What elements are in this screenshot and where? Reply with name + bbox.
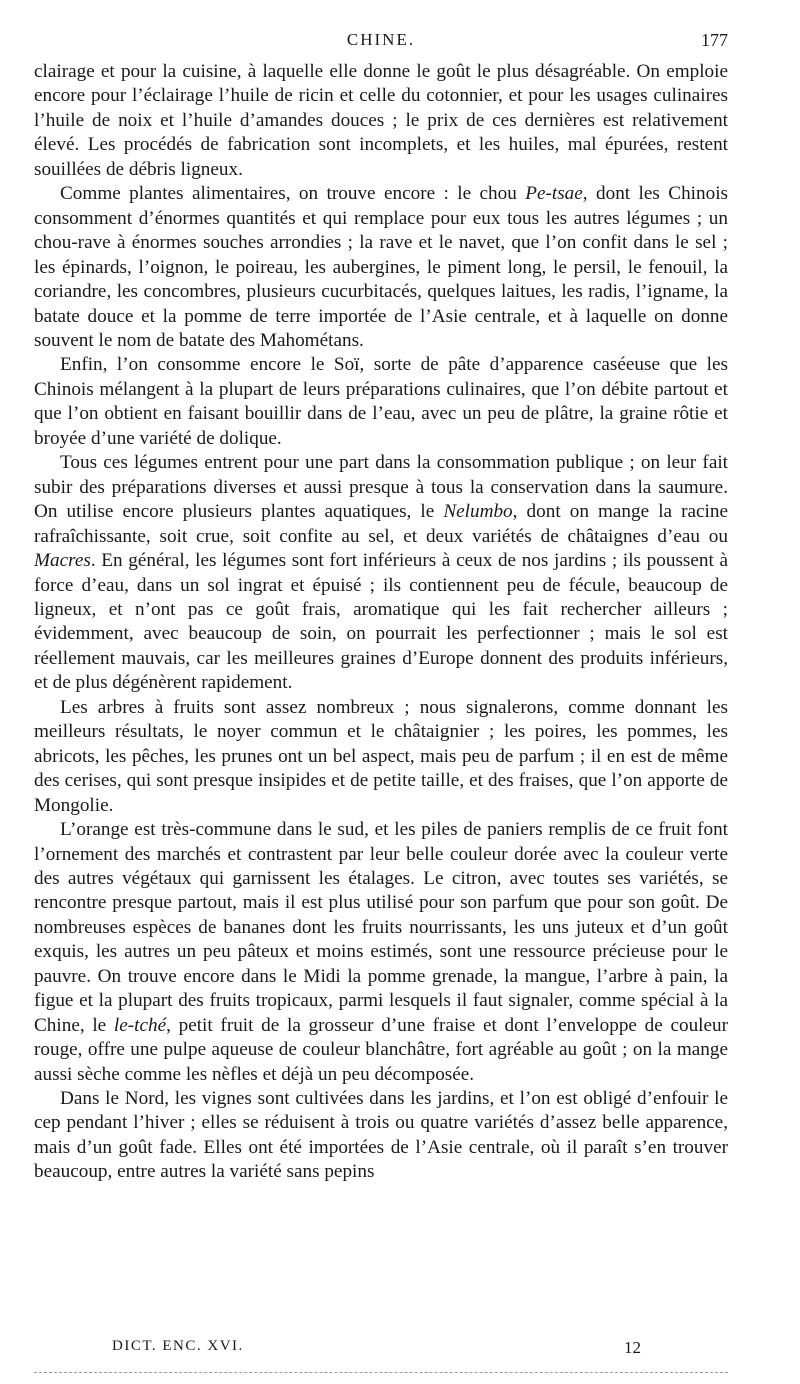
paragraph-text: , dont les Chinois consomment d’énormes quantités et qui remplace pour eux tous les autres légumes ; un chou-rave à énormes souches arrondies ; la rave et le navet, que l’on confit dans le sel ; les épinards, l’oignon, le poireau, les aubergines, le piment long, le persil, le fenouil, la coriandre, les concombres, plusieurs cucurbitacés, quelques laitues, les radis, l’igname, la batate douce et la pomme de terre importée de l’Asie centrale, et à laquelle on donne souvent le nom de batate des Mahométans. [34,183,728,351]
paragraph-text: Enfin, l’on consomme encore le Soï, sorte de pâte d’apparence caséeuse que les Chinois mélangent à la plupart de leurs préparations culinaires, que l’on débite partout et que l’on obtient en faisant bouillir dans de l’eau, avec un peu de plâtre, la graine rôtie et broyée d’une variété de dolique. [34,354,728,449]
page-number: 177 [701,30,728,50]
running-head [34,28,728,52]
italic-term: Pe-tsae [525,183,583,205]
paragraph-text: Les arbres à fruits sont assez nombreux ; nous signalerons, comme donnant les meilleurs résultats, le noyer commun et le châtaignier ; les poires, les pommes, les abricots, les pêches, les prunes ont un bel aspect, mais peu de parfum ; il en est de même des cerises, qui sont presque insipides et de petite taille, et des fraises, que l’on apporte de Mongolie. [34,696,728,816]
paragraph [34,818,728,1087]
footer-signature: DICT. ENC. XVI. [112,1338,244,1354]
paragraph-text: Dans le Nord, les vignes sont cultivées dans les jardins, et l’on est obligé d’enfouir le cep pendant l’hiver ; elles se réduisent à trois ou quatre variétés d’assez belle apparence, mais d’un goût fade. Elles ont été importées de l’Asie centrale, où il paraît s’en trouver beaucoup, entre autres la variété sans pepins [34,1088,728,1183]
body-text [34,60,728,1185]
page-footer [34,1338,728,1362]
paragraph [34,696,728,818]
italic-term: Nelumbo [443,501,513,523]
paragraph [34,451,728,696]
paragraph [34,182,728,353]
paragraph-text: Comme plantes alimentaires, on trouve encore : le chou [60,183,526,205]
sheet-number: 12 [624,1338,641,1357]
paragraph-text: L’orange est très-commune dans le sud, et les piles de paniers remplis de ce fruit font l’ornement des marchés et contrastent par leur belle couleur dorée avec la couleur verte des autres végétaux qui garnissent les étalages. Le citron, avec toutes ses variétés, se rencontre presque partout, mais il est plus utilisé pour son parfum que pour son goût. De nombreuses espèces de bananes dont les fruits nourrissants, les uns juteux et d’un goût exquis, les autres un peu pâteux et moins estimés, sont une ressource précieuse pour le pauvre. On trouve encore dans le Midi la pomme grenade, la mangue, l’arbre à pain, la figue et la plupart des fruits tropicaux, parmi lesquels il faut signaler, comme spécial à la Chine, le [34,819,728,1036]
italic-term: le-tché [113,1014,167,1036]
italic-term: Macres [34,550,91,572]
paragraph-text: , dont on mange la racine rafraîchissante, soit crue, soit confite au sel, et deux variétés de châtaignes d’eau ou [34,501,728,547]
paragraph-text: clairage et pour la cuisine, à laquelle elle donne le goût le plus désagréable. On emploie encore pour l’éclairage l’huile de ricin et celle du cotonnier, et pour les usages culinaires l’huile de noix et l’huile d’amandes douces ; le prix de ces dernières est relativement élevé. Les procédés de fabrication sont incomplets, et les huiles, mal épurées, restent souillées de débris ligneux. [34,61,728,180]
paragraph-text: Tous ces légumes entrent pour une part dans la consommation publique ; on leur fait subir des préparations diverses et aussi presque à tous la conservation dans la saumure. On utilise encore plusieurs plantes aquatiques, le [34,452,728,523]
paragraph-text: . En général, les légumes sont fort inférieurs à ceux de nos jardins ; ils poussent à force d’eau, dans un sol ingrat et épuisé ; ils contiennent peu de fécule, beaucoup de ligneux, et n’ont pas ce goût frais, aromatique qui les fait rechercher ailleurs ; évidemment, avec beaucoup de soin, on pourrait les perfectionner ; mais le sol est réellement mauvais, car les meilleures graines d’Europe donnent des produits inférieurs, et de plus dégénèrent rapidement. [34,550,728,694]
paragraph-text: , petit fruit de la grosseur d’une fraise et dont l’enveloppe de couleur rouge, offre une pulpe aqueuse de couleur blanchâtre, fort agréable au goût ; on la mange aussi sèche comme les nèfles et déjà un peu décomposée. [34,1014,728,1085]
running-title: CHINE. [346,30,416,49]
footer-rule [34,1372,728,1373]
paragraph [34,1087,728,1185]
paragraph [34,353,728,451]
paragraph [34,60,728,182]
